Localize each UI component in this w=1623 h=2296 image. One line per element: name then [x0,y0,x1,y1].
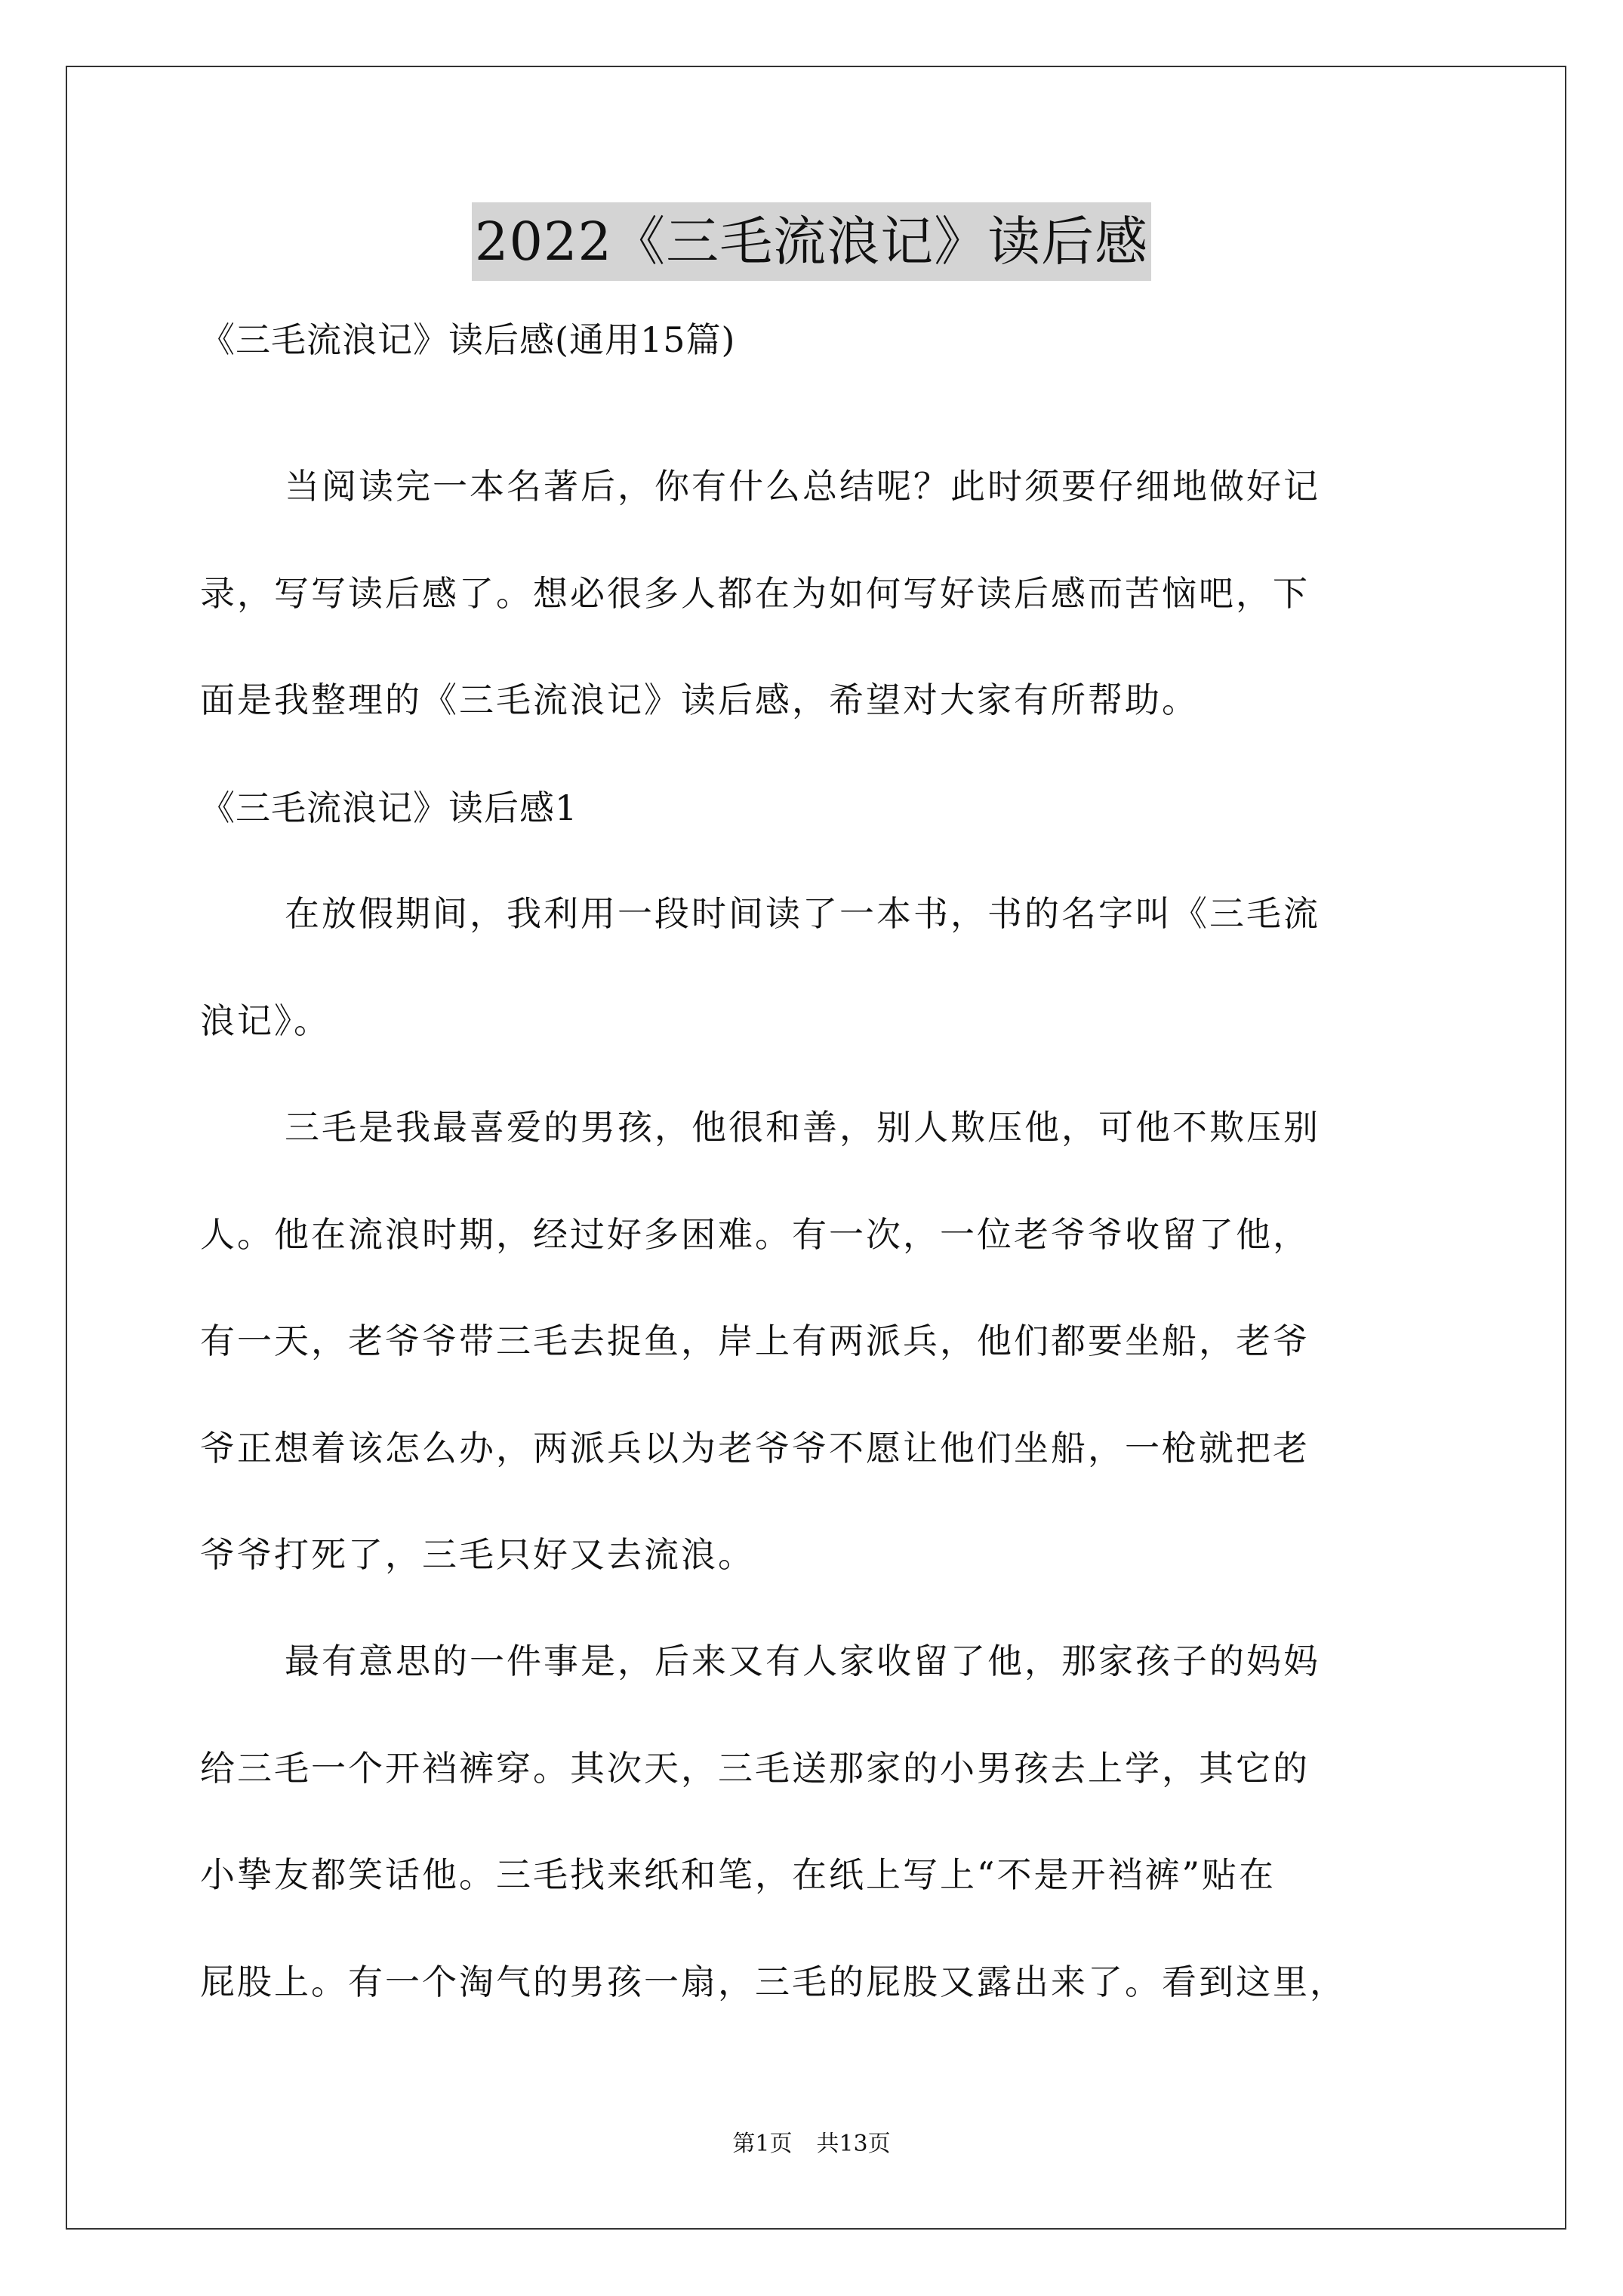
paragraph-line: 爷正想着该怎么办，两派兵以为老爷爷不愿让他们坐船，一枪就把老 [200,1428,1310,1469]
document-title: 2022《三毛流浪记》读后感 [472,202,1151,281]
paragraph-line: 爷爷打死了，三毛只好又去流浪。 [200,1534,755,1575]
paragraph-line: 小挚友都笑话他。三毛找来纸和笔，在纸上写上“不是开裆裤”贴在 [200,1854,1277,1895]
paragraph-line: 有一天，老爷爷带三毛去捉鱼，岸上有两派兵，他们都要坐船，老爷 [200,1321,1310,1361]
section-heading: 《三毛流浪记》读后感1 [200,787,578,828]
page-total: 共13页 [816,2131,891,2157]
document-subtitle: 《三毛流浪记》读后感(通用15篇) [200,319,736,360]
paragraph-line: 屁股上。有一个淘气的男孩一扇，三毛的屁股又露出来了。看到这里， [200,1962,1347,2002]
intro-line: 面是我整理的《三毛流浪记》读后感，希望对大家有所帮助。 [200,680,1199,720]
paragraph-line: 在放假期间，我利用一段时间读了一本书，书的名字叫《三毛流 [285,893,1320,934]
page-number: 第1页 [732,2131,793,2157]
page-footer [0,2129,1623,2159]
paragraph-line: 给三毛一个开裆裤穿。其次天，三毛送那家的小男孩去上学，其它的 [200,1748,1310,1789]
paragraph-line: 人。他在流浪时期，经过好多困难。有一次，一位老爷爷收留了他， [200,1214,1310,1255]
intro-line: 当阅读完一本名著后，你有什么总结呢？此时须要仔细地做好记 [285,466,1320,507]
paragraph-line: 浪记》。 [200,1000,331,1041]
paragraph-line: 三毛是我最喜爱的男孩，他很和善，别人欺压他，可他不欺压别 [285,1107,1320,1148]
intro-line: 录，写写读后感了。想必很多人都在为如何写好读后感而苦恼吧，下 [200,573,1310,614]
title-container [0,202,1623,281]
paragraph-line: 最有意思的一件事是，后来又有人家收留了他，那家孩子的妈妈 [285,1641,1320,1681]
